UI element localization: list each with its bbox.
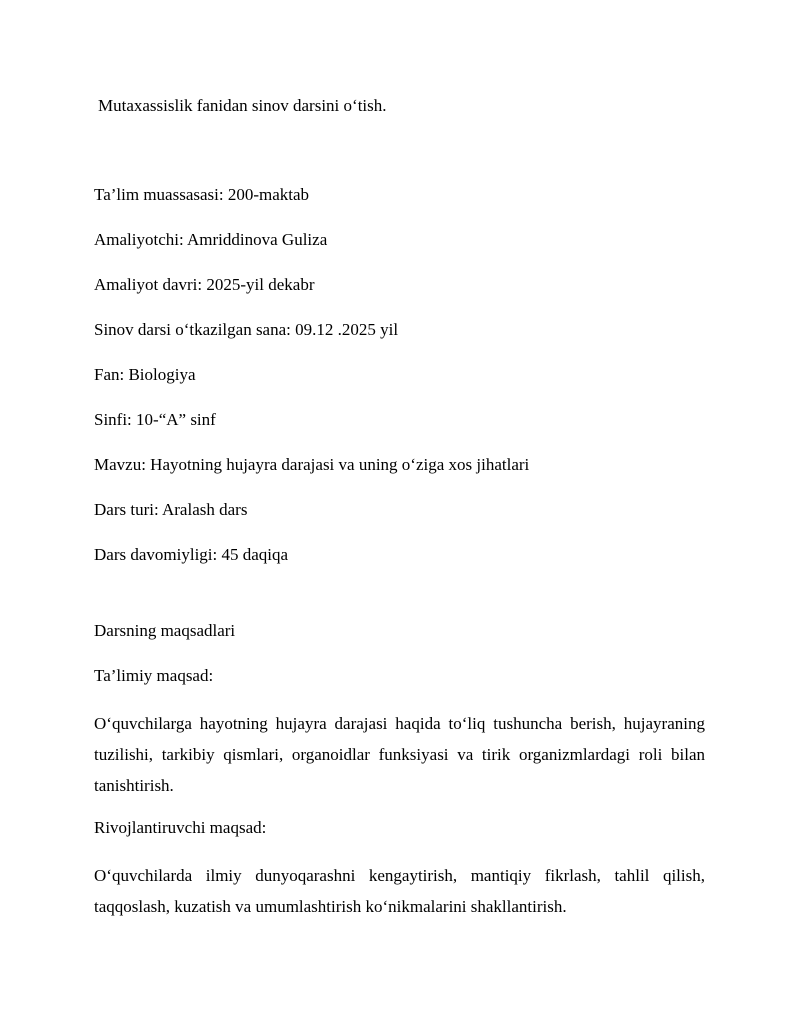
goals-heading: Darsning maqsadlari bbox=[94, 621, 236, 640]
info-line-duration: Dars davomiyligi: 45 daqiqa bbox=[94, 545, 289, 564]
info-line-institution: Ta’lim muassasasi: 200-maktab bbox=[94, 185, 310, 204]
info-line-period: Amaliyot davri: 2025-yil dekabr bbox=[94, 275, 315, 294]
document-content bbox=[94, 93, 705, 936]
developmental-goal-heading: Rivojlantiruvchi maqsad: bbox=[94, 818, 267, 837]
info-line-topic: Mavzu: Hayotning hujayra darajasi va uning o‘ziga xos jihatlari bbox=[94, 455, 530, 474]
educational-goal-text: O‘quvchilarga hayotning hujayra darajasi haqida to‘liq tushuncha berish, hujayraning tuzilishi, tarkibiy qismlari, organoidlar funksiyasi va tirik organizmlardagi roli bilan tanishtirish. bbox=[94, 714, 705, 795]
info-line-trainee: Amaliyotchi: Amriddinova Guliza bbox=[94, 230, 328, 249]
info-line-lesson-type: Dars turi: Aralash dars bbox=[94, 500, 248, 519]
developmental-goal-text: O‘quvchilarda ilmiy dunyoqarashni kengaytirish, mantiqiy fikrlash, tahlil qilish, taqqoslash, kuzatish va umumlashtirish ko‘nikmalarini shakllantirish. bbox=[94, 866, 705, 916]
educational-goal-heading: Ta’limiy maqsad: bbox=[94, 666, 214, 685]
info-line-subject: Fan: Biologiya bbox=[94, 365, 196, 384]
lesson-info-list bbox=[94, 182, 705, 568]
info-line-class: Sinfi: 10-“A” sinf bbox=[94, 410, 216, 429]
document-title: Mutaxassislik fanidan sinov darsini o‘tish. bbox=[98, 96, 387, 115]
info-line-date: Sinov darsi o‘tkazilgan sana: 09.12 .2025 yil bbox=[94, 320, 399, 339]
lesson-goals-section bbox=[94, 618, 705, 922]
